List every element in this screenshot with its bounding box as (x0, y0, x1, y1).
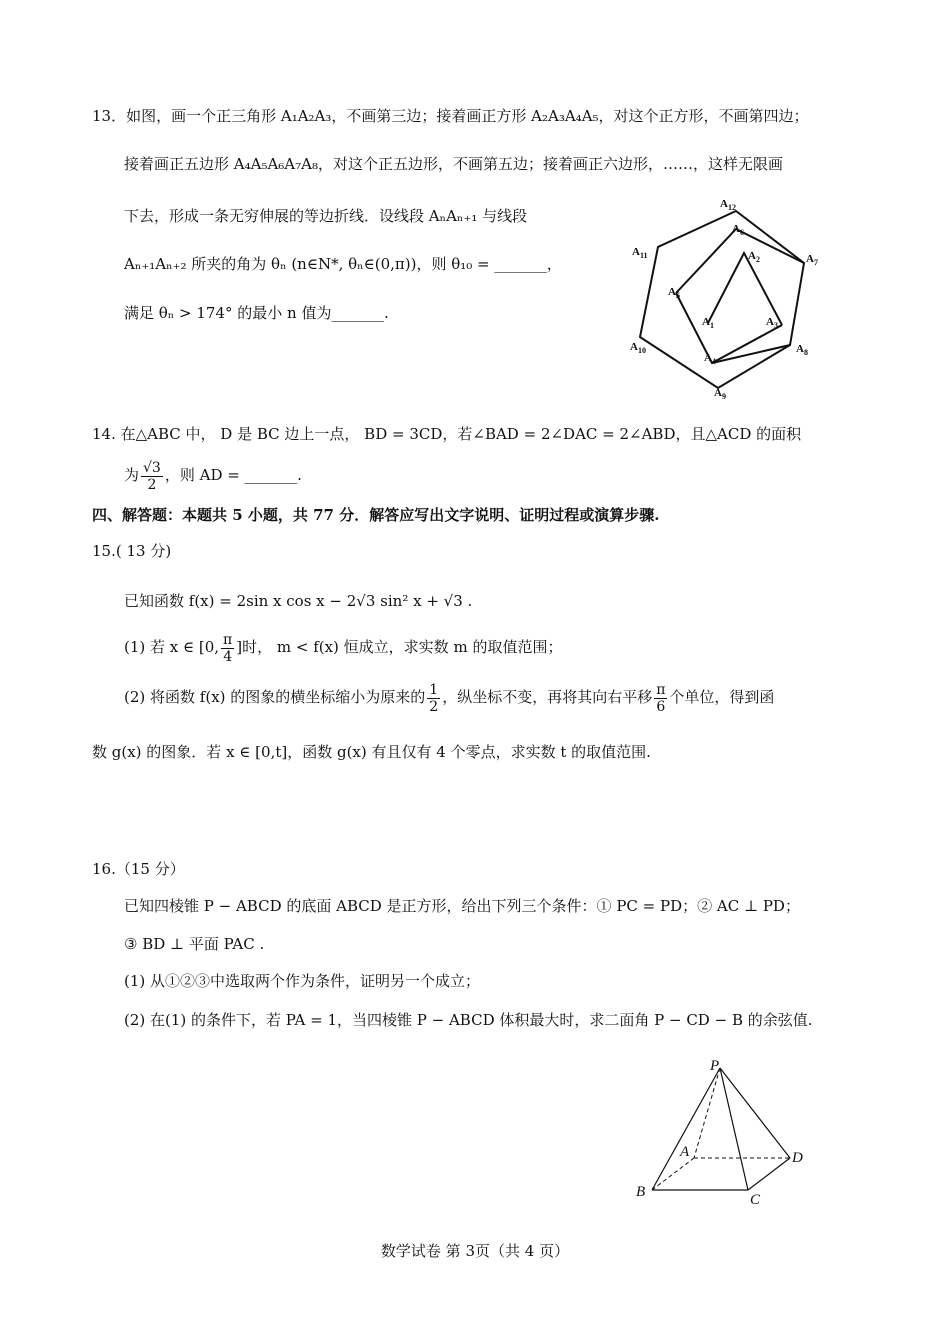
q14-fraction: $\frac{√3}{2}$ (143, 459, 161, 493)
q16-header: 16.（15 分） (92, 860, 185, 878)
label-a11: $A_{11}$ (632, 246, 648, 260)
label-a: A (680, 1144, 690, 1160)
pyramid-figure (630, 1050, 830, 1210)
q15-part1: (1) 若 x ∈ [0, $\frac{\pi}{4}$ ]时， m < f(x) 恒成立，求实数 m 的取值范围； (124, 631, 563, 665)
label-a4: $A_4$ (704, 352, 716, 366)
q14-prefix: 为 (124, 466, 140, 484)
polygon-spiral-figure (620, 195, 860, 405)
q16-line4: (2) 在(1) 的条件下，若 PA = 1，当四棱锥 P − ABCD 体积最大时，求二面角 P − CD − B 的余弦值. (124, 1011, 813, 1029)
q16-line2: ③ BD ⊥ 平面 PAC . (124, 935, 265, 953)
label-a2: $A_2$ (748, 250, 760, 264)
label-c: C (750, 1192, 761, 1208)
q13-line2: 接着画正五边形 A₄A₅A₆A₇A₈，对这个正五边形，不画第五边；接着画正六边形，……，这样无限画 (124, 155, 784, 173)
q13-line3: 下去，形成一条无穷伸展的等边折线．设线段 AₙAₙ₊₁ 与线段 (124, 207, 528, 225)
label-a6: $A_6$ (732, 223, 744, 237)
label-b: B (636, 1184, 646, 1200)
label-a1: $A_1$ (702, 316, 714, 330)
label-d: D (792, 1150, 803, 1166)
q14-line2 (124, 456, 302, 494)
label-a3: $A_3$ (766, 316, 778, 330)
q13-line1: 13．如图，画一个正三角形 A₁A₂A₃，不画第三边；接着画正方形 A₂A₃A₄A₅，对这个正方形，不画第四边； (92, 107, 809, 125)
q16-line1: 已知四棱锥 P − ABCD 的底面 ABCD 是正方形，给出下列三个条件：① PC = PD；② AC ⊥ PD； (124, 897, 800, 915)
label-a5: $A_5$ (668, 286, 680, 300)
q15-part2: (2) 将函数 f(x) 的图象的横坐标缩小为原来的 $\frac{1}{2}$ ，纵坐标不变，再将其向右平移 $\frac{\pi}{6}$ 个单位，得到函 (124, 681, 775, 715)
q14-suffix: ，则 AD = _______. (164, 466, 302, 484)
q15-part2-line2: 数 g(x) 的图象．若 x ∈ [0,t]，函数 g(x) 有且仅有 4 个零点，求实数 t 的取值范围. (92, 743, 651, 761)
q15-line1: 已知函数 f(x) = 2sin x cos x − 2√3 sin² x + √3 . (124, 592, 473, 610)
label-a9: $A_9$ (714, 387, 726, 401)
label-p: P (710, 1058, 720, 1074)
label-a12: $A_{12}$ (720, 198, 736, 212)
page-footer: 数学试卷 第 3页（共 4 页） (380, 1242, 570, 1260)
q16-line3: (1) 从①②③中选取两个作为条件，证明另一个成立； (124, 972, 481, 990)
q13-line5: 满足 θₙ > 174° 的最小 n 值为_______. (124, 304, 389, 322)
label-a10: $A_{10}$ (630, 341, 646, 355)
label-a7: $A_7$ (806, 253, 818, 267)
section4-title: 四、解答题：本题共 5 小题，共 77 分．解答应写出文字说明、证明过程或演算步骤. (92, 506, 660, 524)
q15-header: 15.( 13 分) (92, 542, 172, 560)
q13-line4: Aₙ₊₁Aₙ₊₂ 所夹的角为 θₙ (n∈N*, θₙ∈(0,π))，则 θ₁₀ = _______， (124, 255, 562, 273)
q14-line1: 14. 在△ABC 中， D 是 BC 边上一点， BD = 3CD，若∠BAD = 2∠DAC = 2∠ABD，且△ACD 的面积 (92, 425, 802, 443)
label-a8: $A_8$ (796, 343, 808, 357)
